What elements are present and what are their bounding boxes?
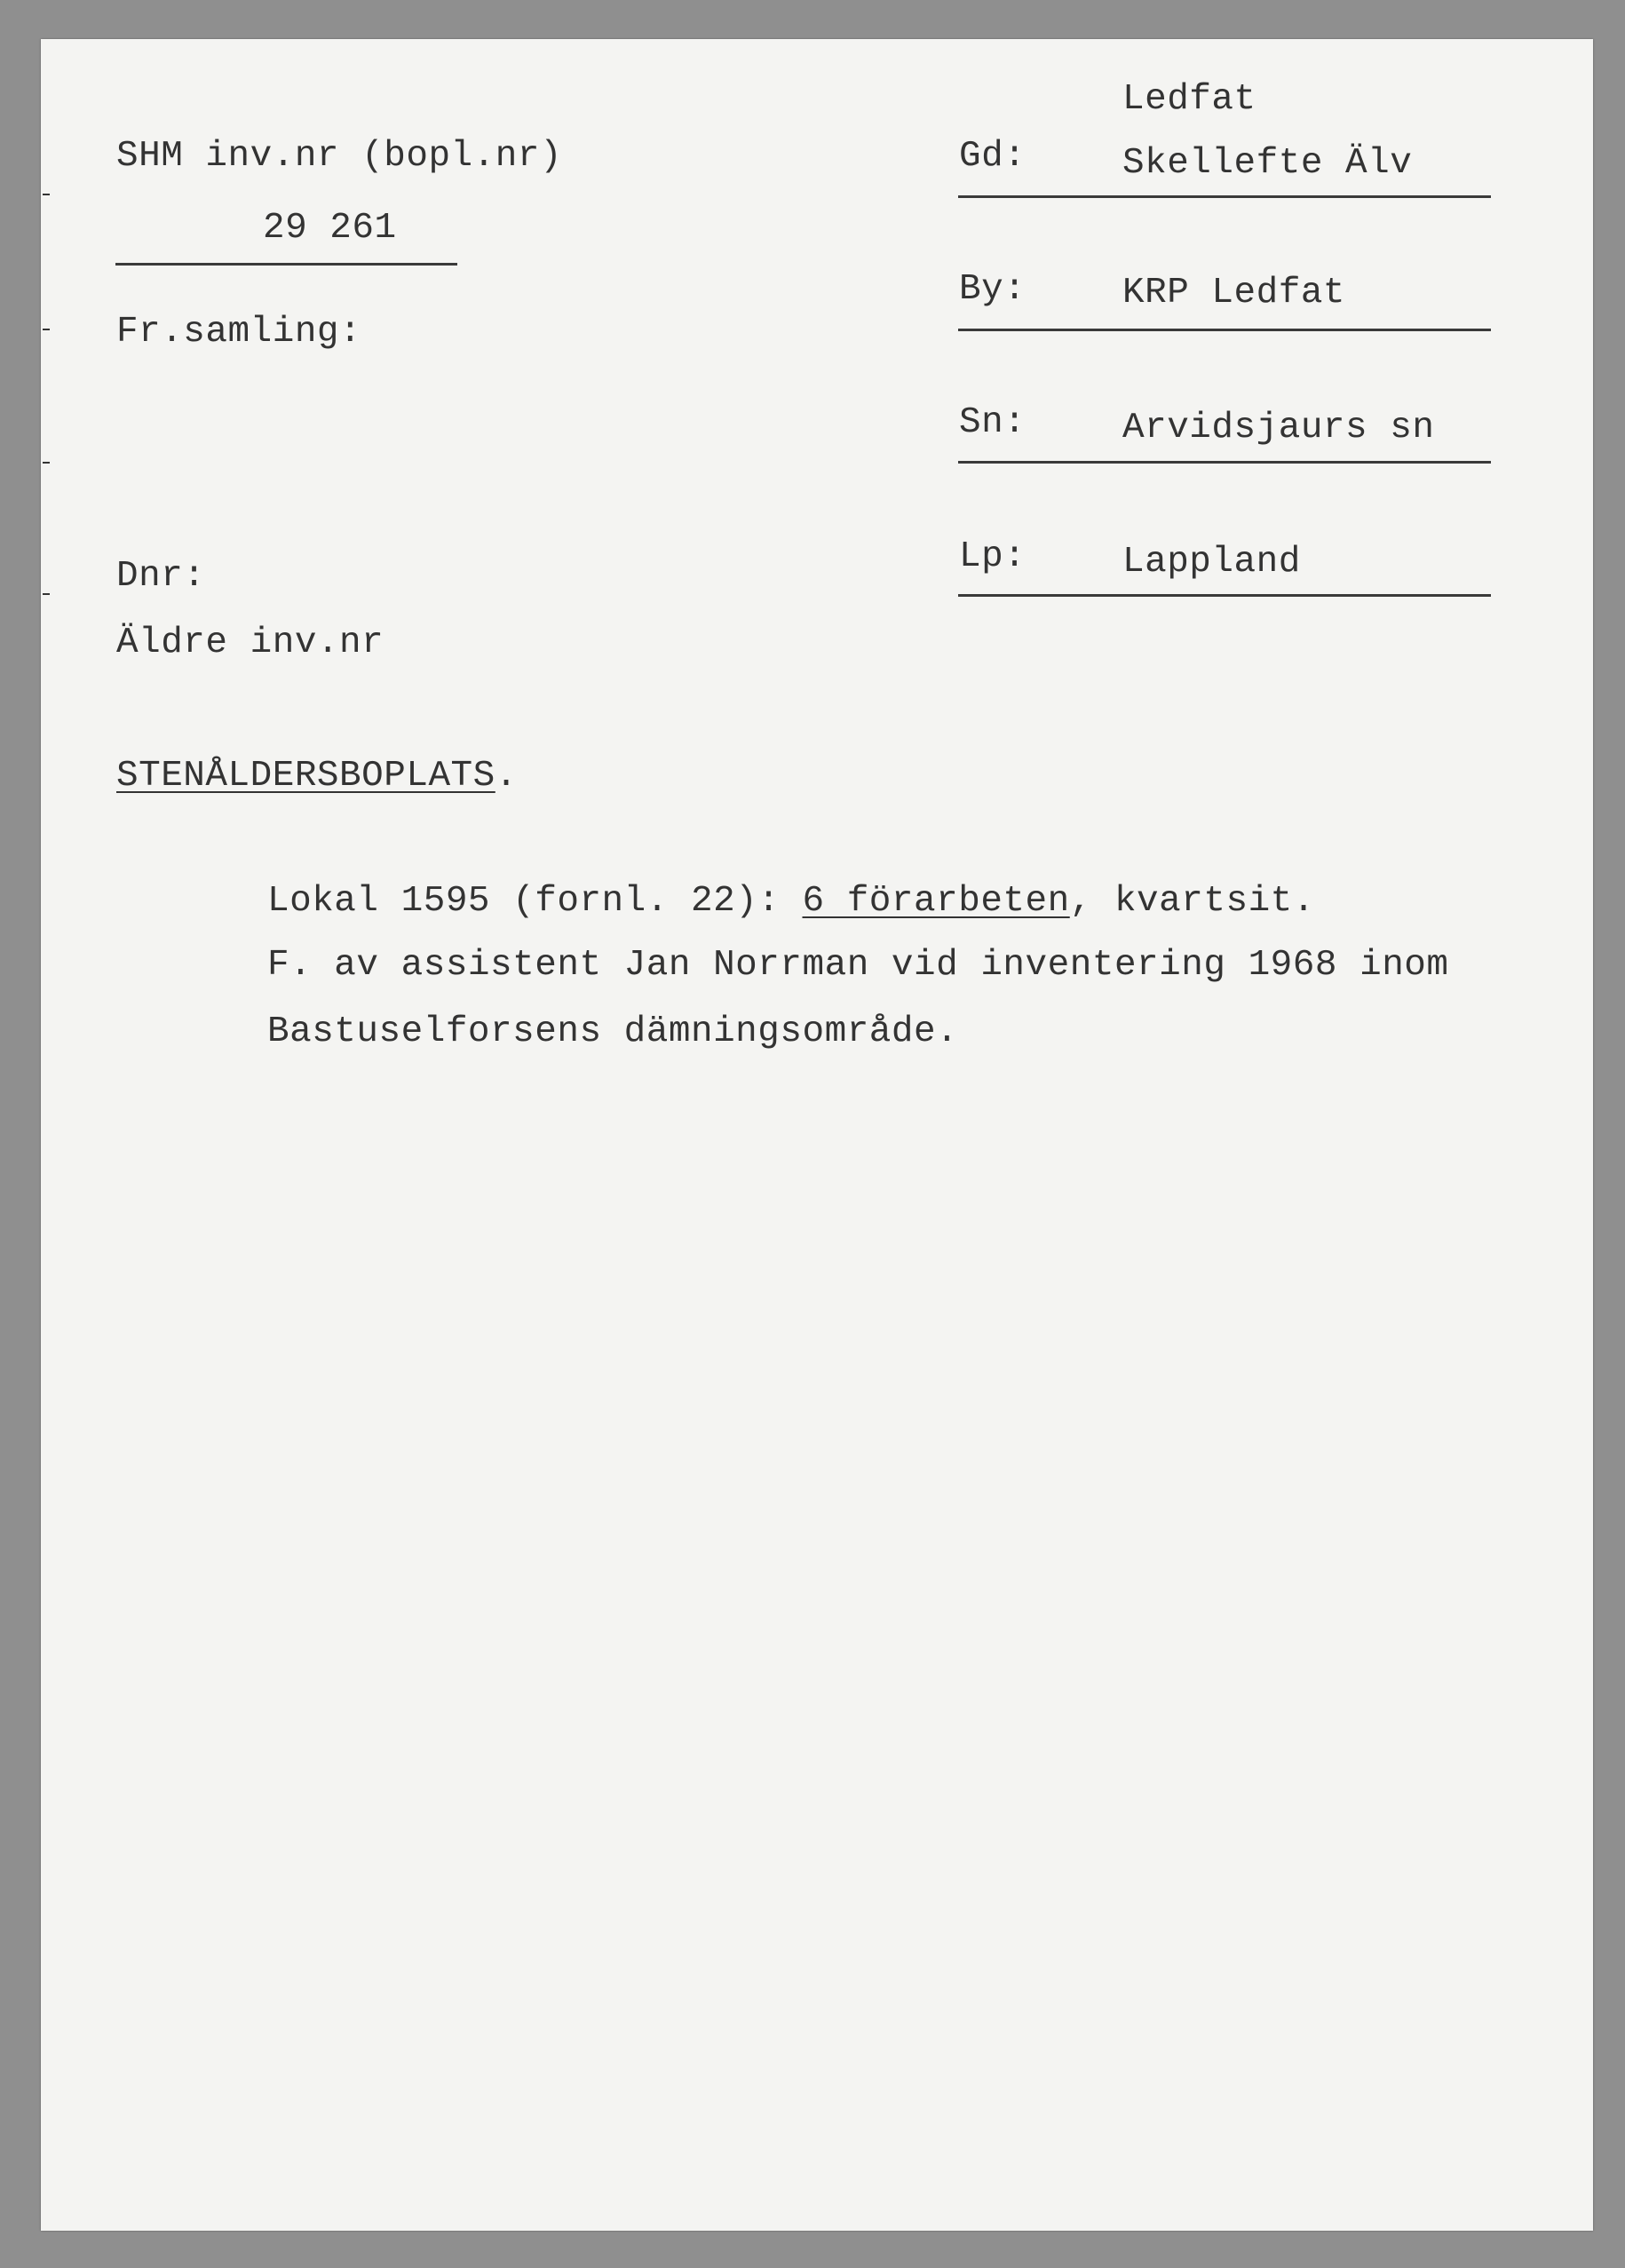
lp-value: Lappland — [1122, 542, 1301, 583]
lp-rule — [958, 594, 1491, 597]
edge-tick — [43, 593, 50, 595]
body-line-1-prefix: Lokal 1595 (fornl. 22): — [267, 881, 803, 922]
shm-inv-value: 29 261 — [263, 208, 397, 249]
body-line-1 — [267, 881, 1315, 922]
by-label: By: — [959, 269, 1027, 310]
catalog-card — [41, 39, 1593, 2231]
edge-tick — [43, 194, 50, 195]
aldre-inv-label: Äldre inv.nr — [116, 623, 384, 663]
by-value: KRP Ledfat — [1122, 273, 1346, 313]
body-line-3: Bastuselforsens dämningsområde. — [267, 1011, 959, 1052]
sn-rule — [958, 461, 1491, 464]
sn-label: Sn: — [959, 402, 1027, 443]
site-heading-text: STENÅLDERSBOPLATS — [116, 756, 495, 797]
gd-rule — [958, 195, 1491, 198]
lp-label: Lp: — [959, 536, 1027, 577]
site-heading-period: . — [495, 756, 518, 797]
body-line-1-suffix: , kvartsit. — [1069, 881, 1315, 922]
gd-value-line1: Ledfat — [1122, 79, 1256, 120]
edge-tick — [43, 462, 50, 464]
body-line-2: F. av assistent Jan Norrman vid inventering 1968 inom — [267, 945, 1449, 986]
shm-inv-label: SHM inv.nr (bopl.nr) — [116, 136, 563, 177]
gd-label: Gd: — [959, 136, 1027, 177]
site-heading — [116, 758, 518, 795]
shm-inv-rule — [115, 263, 457, 266]
edge-tick — [43, 329, 50, 330]
gd-value-line2: Skellefte Älv — [1122, 143, 1413, 184]
sn-value: Arvidsjaurs sn — [1122, 408, 1435, 448]
fr-samling-label: Fr.samling: — [116, 312, 362, 353]
dnr-label: Dnr: — [116, 556, 206, 597]
by-rule — [958, 329, 1491, 331]
body-line-1-finds: 6 förarbeten — [802, 881, 1070, 922]
